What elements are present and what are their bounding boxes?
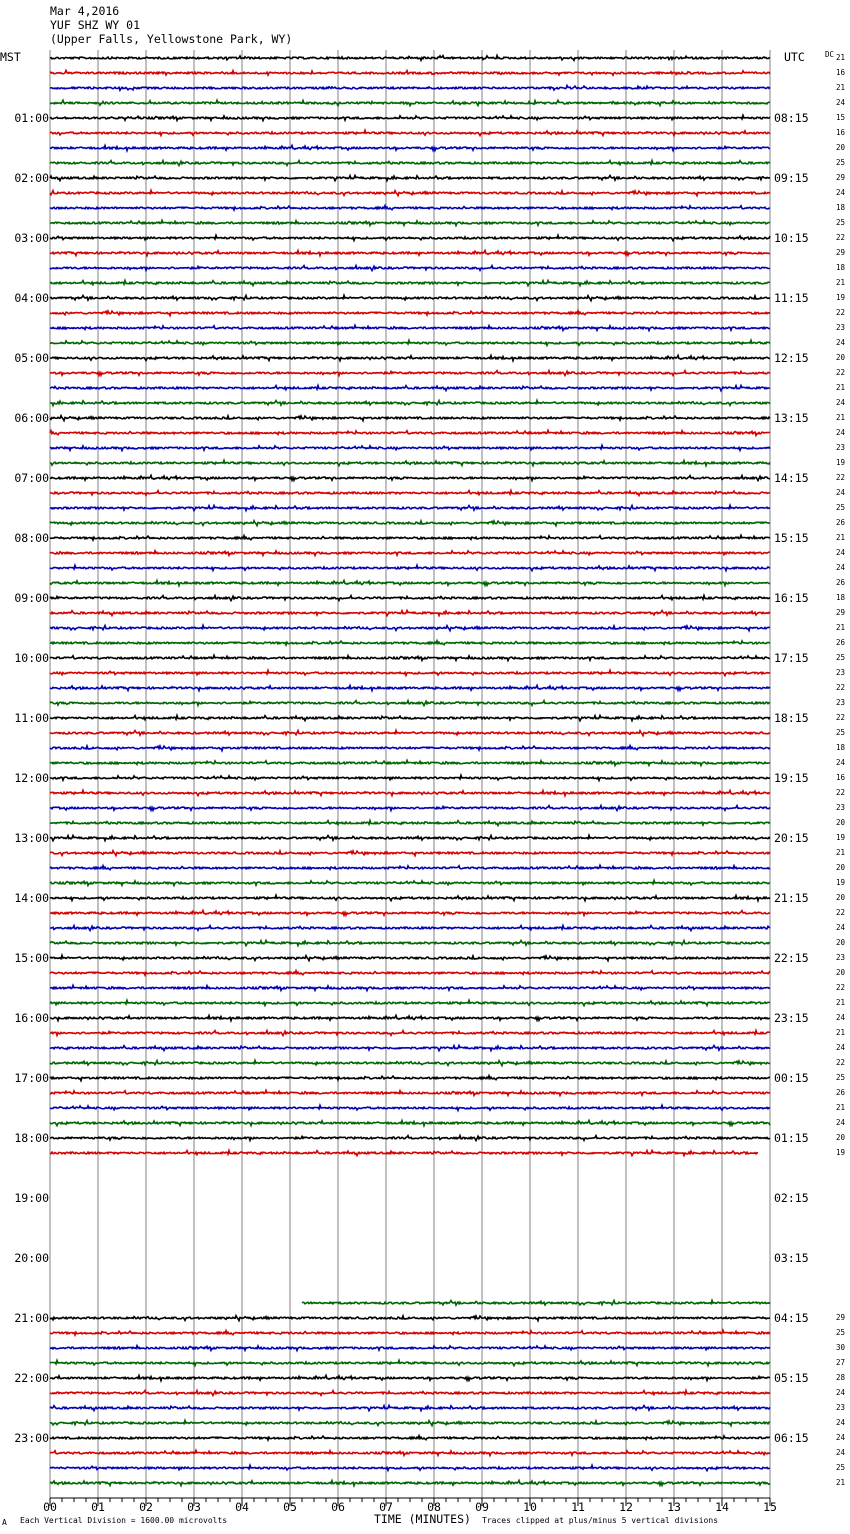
seismic-trace <box>50 746 770 751</box>
seismic-trace <box>50 266 770 271</box>
mst-hour-label: 17:00 <box>14 1071 49 1085</box>
seismic-trace <box>50 1000 770 1005</box>
seismic-trace <box>50 386 770 391</box>
mst-hour-label: 22:00 <box>14 1371 49 1385</box>
dc-offset-value: 24 <box>836 428 846 437</box>
dc-offset-value: 26 <box>836 578 846 587</box>
seismic-trace <box>50 1375 770 1380</box>
dc-offset-value: 24 <box>836 188 846 197</box>
left-timezone-label: MST <box>0 50 21 64</box>
utc-hour-label: 05:15 <box>774 1371 809 1385</box>
mst-hour-label: 18:00 <box>14 1131 49 1145</box>
x-axis-title: TIME (MINUTES) <box>374 1512 471 1526</box>
seismic-trace <box>50 430 770 435</box>
dc-offset-value: 19 <box>836 833 846 842</box>
seismic-trace <box>50 1076 770 1081</box>
utc-hour-label: 11:15 <box>774 291 809 305</box>
dc-offset-value: 26 <box>836 638 846 647</box>
mst-hour-label: 09:00 <box>14 591 49 605</box>
dc-offset-value: 21 <box>836 1478 846 1487</box>
seismic-trace <box>50 1436 770 1440</box>
dc-offset-value: 30 <box>836 1343 846 1352</box>
seismic-trace <box>50 130 770 135</box>
utc-hour-label: 19:15 <box>774 771 809 785</box>
seismic-trace <box>50 1450 770 1455</box>
plot-date: Mar 4,2016 <box>50 4 120 18</box>
seismic-trace <box>50 1046 770 1051</box>
seismic-trace <box>50 190 770 195</box>
seismic-trace <box>50 250 770 255</box>
dc-offset-value: 21 <box>836 998 846 1007</box>
mst-hour-label: 01:00 <box>14 111 49 125</box>
utc-hour-label: 18:15 <box>774 711 809 725</box>
footer-mark: A <box>2 1518 7 1527</box>
dc-offset-value: 23 <box>836 1403 846 1412</box>
seismic-trace <box>50 235 770 240</box>
mst-hour-label: 23:00 <box>14 1431 49 1445</box>
dc-offset-value: 18 <box>836 203 846 212</box>
utc-hour-label: 13:15 <box>774 411 809 425</box>
seismic-trace <box>50 910 770 915</box>
seismic-trace <box>50 1465 770 1470</box>
x-tick-label: 11 <box>571 1500 585 1514</box>
seismic-trace <box>50 1406 770 1411</box>
mst-hour-label: 12:00 <box>14 771 49 785</box>
seismic-trace <box>50 880 770 885</box>
dc-offset-value: 23 <box>836 953 846 962</box>
seismic-trace <box>50 491 770 496</box>
seismic-trace <box>50 1060 770 1065</box>
seismic-trace <box>50 926 770 931</box>
dc-offset-value: 23 <box>836 668 846 677</box>
dc-offset-value: 29 <box>836 1313 846 1322</box>
mst-hour-label: 02:00 <box>14 171 49 185</box>
dc-offset-value: 23 <box>836 803 846 812</box>
clip-note: Traces clipped at plus/minus 5 vertical divisions <box>482 1516 719 1525</box>
dc-offset-value: 21 <box>836 533 846 542</box>
utc-hour-label: 14:15 <box>774 471 809 485</box>
mst-hour-label: 10:00 <box>14 651 49 665</box>
seismic-trace <box>50 1330 770 1335</box>
mst-hour-label: 15:00 <box>14 951 49 965</box>
seismic-trace <box>50 340 770 345</box>
dc-offset-value: 29 <box>836 173 846 182</box>
mst-hour-label: 11:00 <box>14 711 49 725</box>
dc-offset-value: 22 <box>836 908 846 917</box>
seismic-trace <box>50 1420 770 1425</box>
seismic-trace <box>50 670 770 675</box>
seismic-trace <box>50 701 770 706</box>
mst-hour-label: 21:00 <box>14 1311 49 1325</box>
x-tick-label: 14 <box>715 1500 729 1514</box>
dc-offset-value: 21 <box>836 83 846 92</box>
dc-offset-value: 25 <box>836 653 846 662</box>
dc-offset-value: 18 <box>836 263 846 272</box>
seismic-trace <box>50 475 770 480</box>
dc-offset-value: 18 <box>836 743 846 752</box>
station-code: YUF SHZ WY 01 <box>50 18 141 32</box>
mst-hour-label: 05:00 <box>14 351 49 365</box>
seismic-trace <box>50 1316 770 1321</box>
station-location: (Upper Falls, Yellowstone Park, WY) <box>50 32 293 46</box>
x-tick-label: 13 <box>667 1500 681 1514</box>
seismic-trace <box>50 1136 770 1141</box>
dc-offset-value: 22 <box>836 983 846 992</box>
dc-offset-value: 24 <box>836 1118 846 1127</box>
dc-offset-value: 25 <box>836 1463 846 1472</box>
utc-hour-label: 21:15 <box>774 891 809 905</box>
dc-offset-value: 16 <box>836 68 846 77</box>
dc-offset-value: 24 <box>836 488 846 497</box>
seismic-trace <box>50 775 770 780</box>
seismic-trace <box>50 955 770 960</box>
x-tick-label: 00 <box>43 1500 57 1514</box>
seismic-trace <box>50 371 770 376</box>
mst-hour-label: 20:00 <box>14 1251 49 1265</box>
dc-offset-value: 20 <box>836 1133 846 1142</box>
dc-offset-value: 22 <box>836 713 846 722</box>
seismic-trace <box>50 625 770 630</box>
x-tick-label: 01 <box>91 1500 105 1514</box>
dc-offset-value: 22 <box>836 1058 846 1067</box>
seismic-trace <box>50 806 770 811</box>
seismic-trace <box>50 865 770 869</box>
dc-offset-value: 24 <box>836 758 846 767</box>
dc-offset-value: 29 <box>836 608 846 617</box>
utc-hour-label: 22:15 <box>774 951 809 965</box>
dc-offset-value: 21 <box>836 413 846 422</box>
mst-hour-label: 19:00 <box>14 1191 49 1205</box>
seismic-trace <box>50 416 770 421</box>
seismic-trace <box>50 716 770 721</box>
x-tick-label: 06 <box>331 1500 345 1514</box>
seismic-trace <box>50 521 770 526</box>
dc-offset-value: 19 <box>836 1148 846 1157</box>
seismic-trace <box>50 295 770 300</box>
dc-offset-value: 15 <box>836 113 846 122</box>
seismic-trace <box>50 100 770 105</box>
mst-hour-label: 04:00 <box>14 291 49 305</box>
x-tick-label: 08 <box>427 1500 441 1514</box>
x-tick-label: 02 <box>139 1500 153 1514</box>
dc-offset-value: 24 <box>836 398 846 407</box>
seismic-trace <box>50 790 770 795</box>
seismic-trace <box>50 685 770 690</box>
dc-offset-value: 24 <box>836 923 846 932</box>
dc-offset-value: 21 <box>836 53 846 62</box>
dc-offset-value: 23 <box>836 698 846 707</box>
dc-offset-value: 22 <box>836 473 846 482</box>
mst-hour-label: 13:00 <box>14 831 49 845</box>
seismic-trace <box>50 445 770 450</box>
seismic-trace <box>50 311 770 316</box>
dc-offset-value: 27 <box>836 1358 846 1367</box>
utc-hour-label: 00:15 <box>774 1071 809 1085</box>
seismic-trace <box>50 596 770 601</box>
seismic-trace <box>50 281 770 286</box>
utc-hour-label: 23:15 <box>774 1011 809 1025</box>
dc-offset-value: 24 <box>836 338 846 347</box>
seismic-trace <box>50 941 770 946</box>
seismic-trace <box>50 1360 770 1365</box>
seismic-trace <box>50 580 770 585</box>
dc-offset-value: 24 <box>836 1013 846 1022</box>
dc-offset-value: 22 <box>836 788 846 797</box>
seismic-trace <box>50 851 770 856</box>
mst-hour-label: 03:00 <box>14 231 49 245</box>
mst-hour-label: 14:00 <box>14 891 49 905</box>
dc-offset-value: 21 <box>836 1103 846 1112</box>
seismic-trace <box>50 1346 770 1351</box>
mst-hour-label: 07:00 <box>14 471 49 485</box>
dc-offset-value: 20 <box>836 938 846 947</box>
x-tick-label: 15 <box>763 1500 777 1514</box>
dc-offset-value: 19 <box>836 458 846 467</box>
dc-offset-value: 16 <box>836 773 846 782</box>
dc-offset-value: 20 <box>836 353 846 362</box>
seismic-trace <box>50 1105 770 1110</box>
dc-offset-value: 29 <box>836 248 846 257</box>
dc-offset-value: 19 <box>836 878 846 887</box>
dc-offset-value: 26 <box>836 1088 846 1097</box>
dc-offset-value: 20 <box>836 863 846 872</box>
scale-note: Each Vertical Division = 1600.00 microvolts <box>20 1516 228 1525</box>
dc-offset-value: 21 <box>836 623 846 632</box>
dc-offset-value: 28 <box>836 1373 846 1382</box>
mst-hour-label: 16:00 <box>14 1011 49 1025</box>
seismic-trace <box>50 565 770 570</box>
dc-offset-value: 26 <box>836 518 846 527</box>
seismic-trace <box>302 1300 770 1305</box>
utc-hour-label: 09:15 <box>774 171 809 185</box>
utc-hour-label: 08:15 <box>774 111 809 125</box>
dc-offset-value: 25 <box>836 158 846 167</box>
seismic-trace <box>50 1151 758 1156</box>
seismic-trace <box>50 985 770 990</box>
dc-offset-value: 21 <box>836 848 846 857</box>
seismic-trace <box>50 161 770 166</box>
dc-offset-value: 18 <box>836 593 846 602</box>
seismic-trace <box>50 895 770 900</box>
dc-offset-value: 22 <box>836 233 846 242</box>
seismic-trace <box>50 1391 770 1396</box>
utc-hour-label: 10:15 <box>774 231 809 245</box>
utc-hour-label: 12:15 <box>774 351 809 365</box>
seismic-trace <box>50 1090 770 1095</box>
seismic-trace <box>50 730 770 735</box>
seismic-trace <box>50 115 770 120</box>
seismic-trace <box>50 460 770 465</box>
x-tick-label: 12 <box>619 1500 633 1514</box>
x-tick-label: 07 <box>379 1500 393 1514</box>
seismic-trace <box>50 220 770 225</box>
dc-offset-value: 25 <box>836 503 846 512</box>
dc-offset-value: 24 <box>836 98 846 107</box>
utc-hour-label: 06:15 <box>774 1431 809 1445</box>
x-tick-label: 04 <box>235 1500 249 1514</box>
dc-offset-value: 24 <box>836 548 846 557</box>
seismic-trace <box>50 760 770 765</box>
seismic-trace <box>50 821 770 826</box>
dc-offset-value: 22 <box>836 683 846 692</box>
utc-hour-label: 20:15 <box>774 831 809 845</box>
dc-offset-value: 25 <box>836 1328 846 1337</box>
seismic-trace <box>50 835 770 840</box>
dc-offset-value: 20 <box>836 893 846 902</box>
x-tick-label: 09 <box>475 1500 489 1514</box>
dc-offset-value: 24 <box>836 1388 846 1397</box>
right-timezone-label: UTC <box>784 50 805 64</box>
x-tick-label: 10 <box>523 1500 537 1514</box>
dc-offset-value: 24 <box>836 1418 846 1427</box>
seismic-trace <box>50 400 770 405</box>
seismic-trace <box>50 971 770 975</box>
utc-hour-label: 02:15 <box>774 1191 809 1205</box>
seismic-trace <box>50 611 770 616</box>
utc-hour-label: 01:15 <box>774 1131 809 1145</box>
seismic-trace <box>50 325 770 330</box>
dc-column-label: DC <box>825 50 835 59</box>
seismic-trace <box>50 70 770 75</box>
dc-offset-value: 24 <box>836 563 846 572</box>
seismic-trace <box>50 56 770 61</box>
dc-offset-value: 24 <box>836 1043 846 1052</box>
seismic-trace <box>50 551 770 556</box>
dc-offset-value: 21 <box>836 383 846 392</box>
dc-offset-value: 21 <box>836 278 846 287</box>
dc-offset-value: 22 <box>836 308 846 317</box>
dc-offset-value: 24 <box>836 1448 846 1457</box>
seismic-trace <box>50 206 770 210</box>
utc-hour-label: 17:15 <box>774 651 809 665</box>
seismic-trace <box>50 176 770 181</box>
dc-offset-value: 22 <box>836 368 846 377</box>
dc-offset-value: 24 <box>836 1433 846 1442</box>
seismic-trace <box>50 1015 770 1020</box>
dc-offset-value: 21 <box>836 1028 846 1037</box>
dc-offset-value: 25 <box>836 728 846 737</box>
x-tick-label: 03 <box>187 1500 201 1514</box>
seismic-trace <box>50 1480 770 1485</box>
seismic-trace <box>50 641 770 645</box>
mst-hour-label: 06:00 <box>14 411 49 425</box>
dc-offset-value: 16 <box>836 128 846 137</box>
utc-hour-label: 04:15 <box>774 1311 809 1325</box>
dc-offset-value: 25 <box>836 1073 846 1082</box>
dc-offset-value: 20 <box>836 968 846 977</box>
seismic-trace <box>50 535 770 540</box>
utc-hour-label: 15:15 <box>774 531 809 545</box>
utc-hour-label: 03:15 <box>774 1251 809 1265</box>
dc-offset-value: 19 <box>836 293 846 302</box>
dc-offset-value: 20 <box>836 143 846 152</box>
mst-hour-label: 08:00 <box>14 531 49 545</box>
x-tick-label: 05 <box>283 1500 297 1514</box>
dc-offset-value: 20 <box>836 818 846 827</box>
seismic-trace <box>50 355 770 360</box>
dc-offset-value: 23 <box>836 323 846 332</box>
seismic-trace <box>50 145 770 150</box>
seismic-trace <box>50 505 770 510</box>
utc-hour-label: 16:15 <box>774 591 809 605</box>
dc-offset-value: 25 <box>836 218 846 227</box>
seismic-trace <box>50 655 770 660</box>
seismic-trace <box>50 1031 770 1036</box>
seismic-trace <box>50 1120 770 1125</box>
dc-offset-value: 23 <box>836 443 846 452</box>
seismic-trace <box>50 86 770 91</box>
